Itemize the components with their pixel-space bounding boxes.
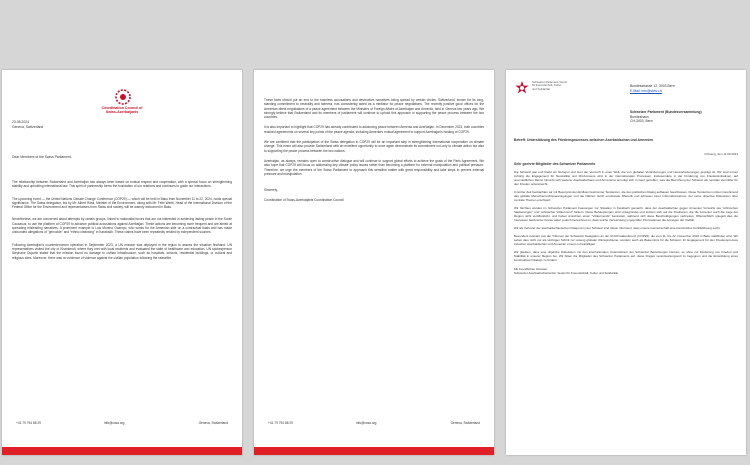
letter-body [264,98,484,207]
footer-city: Geneva, Switzerland [450,421,480,425]
paragraph: Besonders relevant aus der Tribunen der Schweizer Delegation an der UN-Klimakonferenz (COP29), die vom 11. bis 22. November 2024 in Baku stattfinden wird. Wir sehen dies nicht nur als wichtigen Schritt zur Lösung globaler Klimaprobleme, sondern auch als Bekenntnis für die Schweiz, ihr Engagement für den Friedensprozess zwischen Aserbaidschan und Armenien erneut zu bekräftigen. [514,234,738,246]
paragraph: Wir fürchten wurden im Schweizer Parlament Fassungen zur Situation in Karabach gemacht, dass der Aserbaidschan gegen Armenien Vorwürfe wie "ethnischen Säuberungen" und "ethnischer Völkermord" fordern. Diese Behauptungen sind unbegründet und stützen sich auf die Positionen, die die Armenier auch die Lage der Region nicht veröffentlicht, und haben Ansichten einen "Völkermords" bestreiten, während sich diese Beschuldigungen verbreiten. Offensichtlich spiegelt dies die Interessen bestimmter Kreise wider, jedoch bezeichnet es, dass solche Verwendung ungeprüfter Informationen die Anzeigen der Vielfalt. [514,206,738,222]
paragraph: In letzter Zeit beobachten wir mit Besorgnis den Einfluss bestimmter Tendenzen, die den politischen Dialog aufbauen beeinflussen. Diese Tendenzen nutzen zunehmend das globale Menschenrechtsvereinigungen und die Nähren durch emotionale Rhetorik und erbrauen einer Informationsstrom, der seine objective Diskussion über zentrale Themen erschwert. [514,190,738,202]
address-email-link[interactable]: E-Mail: info@sbsv.ch [630,88,662,93]
footer-city: Geneva, Switzerland [198,421,228,425]
sender-name-line-2: für Freundschaft, Kultur [532,83,562,88]
paragraph: The relationship between Switzerland and Azerbaijan has always been based on mutual respect and cooperation, with a special focus on strengthening stability and upholding international law. This spirit of partnership forms the foundation of our relations and continues to guide our interactions. [12,180,232,189]
paragraph: Azerbaijan, as always, remains open to constructive dialogue and will continue to support global efforts to achieve the goals of the Paris Agreement. We also hope that COP29 will focus on addressing key climate policy issues rather than becoming a platform for external manipulation and political pressure. Therefore, we urge the members of the Swiss Parliament to approach this sensitive matter with great responsibility and take steps to prevent external pressure and manipulation. [264,158,484,176]
sender-name [532,81,567,91]
letter-date: Fribourg, den 11.09.2024 [704,152,738,156]
letter-body [514,170,738,279]
paragraph: The upcoming event — the United Nations Climate Change Conference (COP29) — which will be held in Baku from November 11 to 22, 2024, holds special significance. The Swiss delegation, led by Mr. Albert Rösti, Minister of the Environment, along with Mr. Felix Wertli, Head of the International Division of the Federal Office for the Environment and representatives from Swiss civil society, will be warmly welcomed in Baku. [12,196,232,210]
star-logo-icon [514,80,530,96]
council-name-line-2: Swiss-Azerbaijanis [105,110,139,115]
footer-email: info@ccsa.org [356,421,377,425]
sender-address [630,84,675,93]
document-page-1 [2,70,242,455]
council-name [82,106,162,115]
paragraph: We are confident that the participation of the Swiss delegation in COP29 will be an important step in strengthening international cooperation on climate change. This event will also provide Switzerland with an excellent opportunity to once again demonstrate its commitment not only to climate action but also to supporting the peace process between the two nations. [264,140,484,153]
letter-subject: Betreff: Unterstützung des Friedensprozesses zwischen Aserbaidschan und Armenien [514,138,654,142]
sender-name-line-3: und Solidarität [532,86,550,91]
recipient-line-3: CH-3003, Bern [630,119,653,123]
letter-location: Geneva, Switzerland [12,125,44,129]
address-line: Bundesstrasse 12, 3003 Bern [630,84,675,88]
letter-closing: Sincerely, [264,188,278,193]
paragraph: Die Schweiz war und bleibt ein Ruhepol und Hort der Vernunft in einer Welt, die von globalen Veränderungen und Herausforderungen geprägt ist. Wir sind immer zuhörig die Engagement für Neutralität und Mit-Konsens wird in der internationalen Prozessen, insbesondere in der Förderung von Friedensinitiativen, auf unermüdlichen Dienst hinsicht sich weiterer Aserbaidschans und Armeniens ermutigt sich in Genf getroffen, was die Bemühung der Schweiz als neutrale Vermittler für den Frieden unterstreicht. [514,170,738,186]
page-footer [268,421,480,427]
recipient-line-2: Bundeshaus [630,114,649,119]
letter-salutation: Sehr geehrte Mitglieder des Schweizer Parlaments [514,162,596,166]
paragraph: Nevertheless, we are concerned about attempts by certain groups, linked to nationalist forces that are not interested in achieving lasting peace in the South Caucasus, to use the platform of COP29 to advance political accusations against Azerbaijan. These actions are becoming more frequent and are aimed at spreading misleading narratives. A prominent example is Luis Moreno Ocampo, who works for the Armenian side on a contractual basis and has made unfounded allegations of "genocide" and "ethnic cleansing" in Karabakh. These claims have been repeatedly refuted by independent sources. [12,217,232,235]
document-page-3 [506,70,746,455]
paragraph: Following Azerbaijan's counterterrorism operation in September 2023, a UN mission was deployed in the region to assess the situation firsthand. UN representatives visited the city of Khankendi, where they met with local residents and evaluated the state of healthcare and education. UN spokesperson Stéphane Dujarric stated that the mission found no damage to civilian infrastructure, such as hospitals, schools, residential buildings, or cultural and religious sites. Moreover, there was no evidence of violence against the civilian population following the ceasefire. [12,242,232,260]
recipient-line-1: Schweizer Parlament (Bundesversammlung) [630,110,702,114]
letter-salutation: Dear Members of the Swiss Parliament, [12,155,72,159]
letter-signature: Coordination of Swiss-Azerbaijanis Coordination Council [264,198,344,203]
paragraph: These facts should put an end to the baseless accusations and destructive narratives being spread by certain circles. Switzerland, known for its long-standing commitment to neutrality and fairness, has consistently acted as a mediator for peace negotiations. The recently positive good offices for the Armenian direct negotiations of a peace agreement between the Ministers of Foreign Affairs of Azerbaijan and Armenia, held in Geneva two years ago. We strongly believe that Switzerland and its members of parliament will continue to uphold this approach in supporting the peace process between the two countries. [264,98,484,120]
letter-body [12,180,232,264]
association-logo [514,80,530,96]
page-footer [16,421,228,427]
sender-name-line-1: Schweizer Parlament Verein [532,80,568,84]
paragraph: Wir als Vertreter der aserbaidschanischen Diaspora in der Schweiz sind davon informiert, dass unsere Gemeinschaft eine konstruktive Konfliktlösung sucht. [514,226,721,230]
paragraph: Wir glauben, dass eine objektive Diskussion mit den internationalen Unterstützern der Schweizer Beziehungen können, so ohne zur Förderung von Frieden und Stabilität in unserer Region bei. Wir bitten die Mitglieder des Schweizer Parlaments auf, diese Fragen verantwortungsvoll zu begegnen und die Entwicklung eines konstruktiven Dialogs zu fördern. [514,250,738,262]
recipient-block [630,110,702,124]
footer-phone: +41 79 794 88 29 [16,421,41,425]
letter-signature: Schweizer Aserbaidschanischer Verein für Freundschaft, Kultur und Solidarität [514,271,618,275]
letter-closing: Mit freundlichen Grüssen [514,267,548,271]
letter-date: 23.08.2024 [12,120,29,124]
footer-email: info@ccsa.org [104,421,125,425]
document-page-2 [254,70,494,455]
footer-red-bar [254,447,494,455]
footer-red-bar [2,447,242,455]
footer-phone: +41 79 794 88 29 [268,421,293,425]
paragraph: It is also important to highlight that COP29 has already contributed to advancing peace between Armenia and Azerbaijan. In December 2023, both countries reached agreements on several key points of the peace agenda, including Armenia's mutual agreement to support Azerbaijan's hosting of COP29. [264,125,484,134]
council-name-line-1: Coordination Council of [101,106,143,110]
